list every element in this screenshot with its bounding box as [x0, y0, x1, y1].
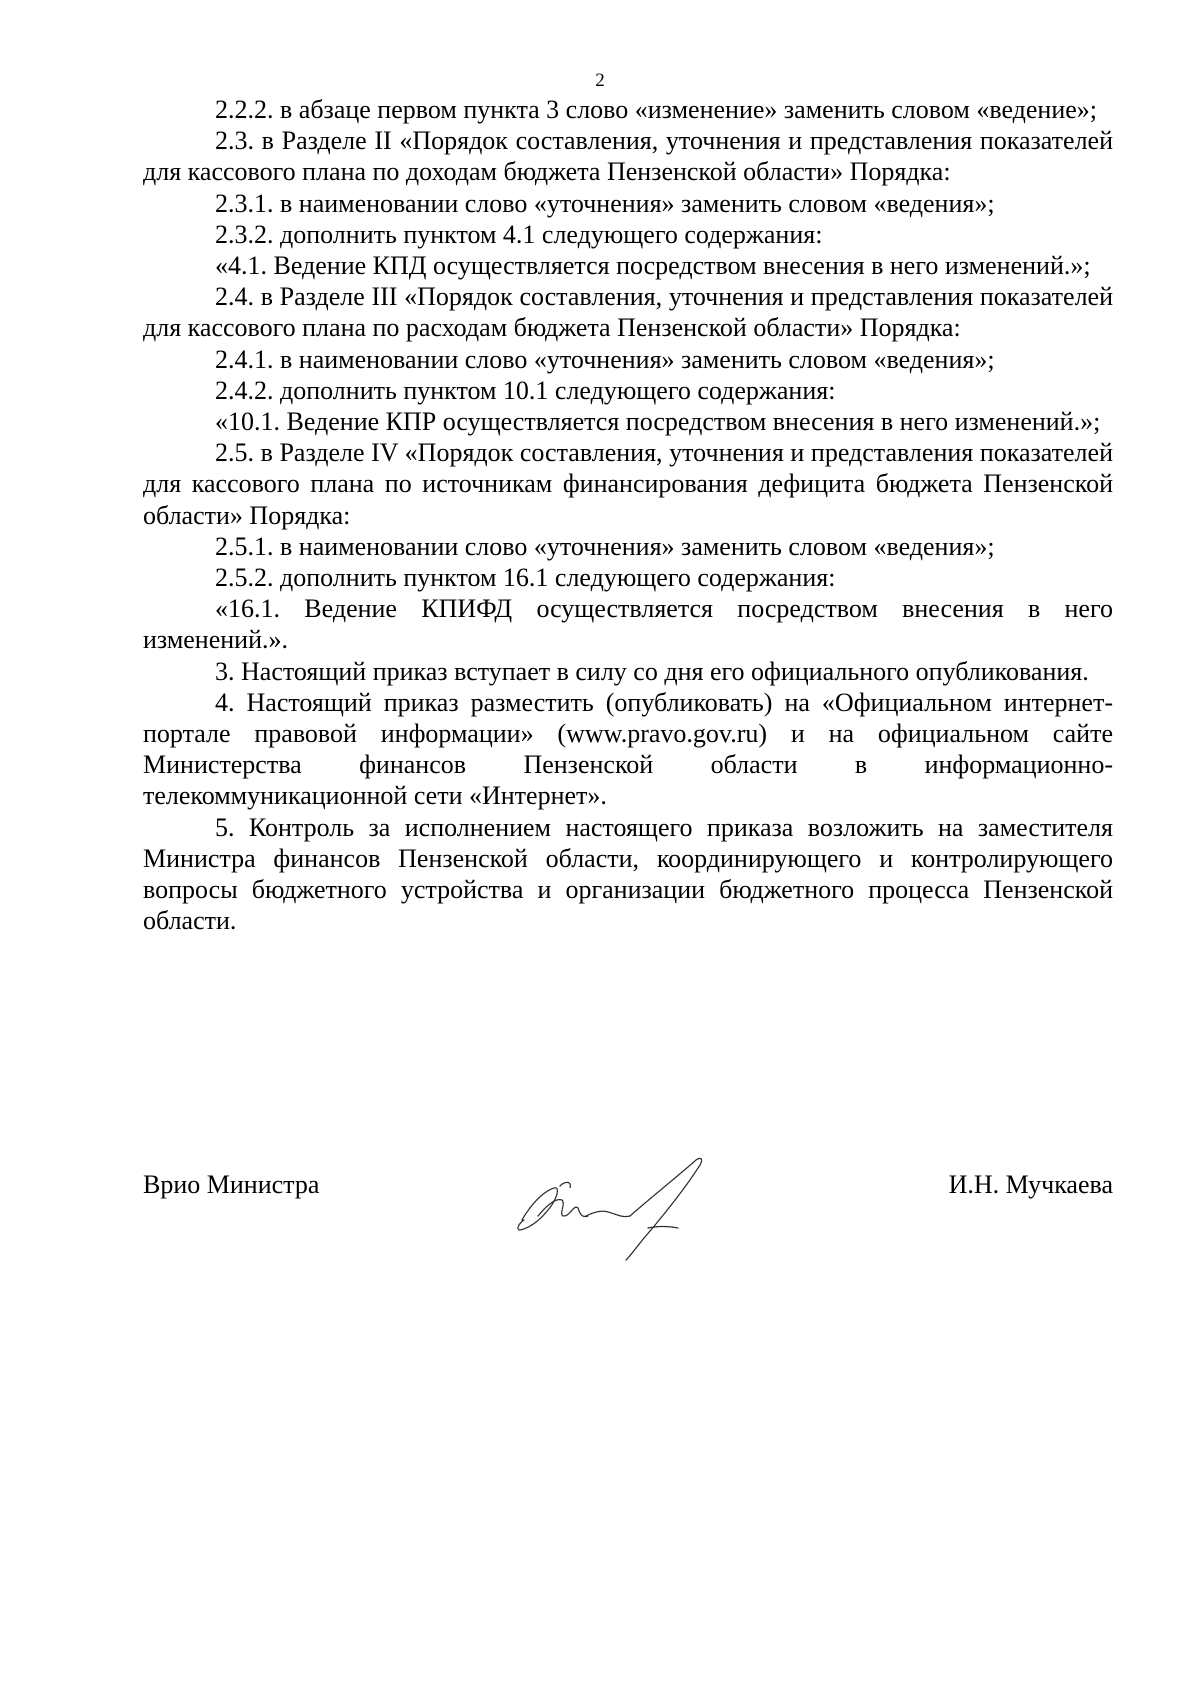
paragraph-2-4: 2.4. в Разделе III «Порядок составления, уточнения и представления показателей для кассового плана по расходам бюджета Пензенской области» Порядка: [143, 282, 1113, 343]
paragraph-10-1-quote: «10.1. Ведение КПР осуществляется посредством внесения в него изменений.»; [215, 407, 1101, 437]
signatory-title: Врио Министра [143, 1170, 320, 1199]
paragraph-2-4-1: 2.4.1. в наименовании слово «уточнения» заменить словом «ведения»; [215, 344, 995, 374]
paragraph-5: 5. Контроль за исполнением настоящего приказа возложить на заместителя Министра финансов Пензенской области, координирующего и контролирующего вопросы бюджетного устройства и организации бюджетного процесса Пензенской области. [143, 812, 1113, 936]
page-number: 2 [595, 70, 605, 91]
paragraph-16-1-quote: «16.1. Ведение КПИФД осуществляется посредством внесения в него изменений.». [143, 594, 1113, 655]
paragraph-2-5-2: 2.5.2. дополнить пунктом 16.1 следующего содержания: [215, 563, 836, 593]
paragraph-2-3-1: 2.3.1. в наименовании слово «уточнения» заменить словом «ведения»; [215, 188, 995, 218]
paragraph-3: 3. Настоящий приказ вступает в силу со дня его официального опубликования. [215, 656, 1089, 686]
document-body [143, 94, 1113, 936]
paragraph-2-4-2: 2.4.2. дополнить пунктом 10.1 следующего содержания: [215, 375, 836, 405]
handwritten-signature [508, 1146, 748, 1266]
paragraph-2-5-1: 2.5.1. в наименовании слово «уточнения» заменить словом «ведения»; [215, 531, 995, 561]
signatory-name: И.Н. Мучкаева [948, 1170, 1113, 1199]
paragraph-2-5: 2.5. в Разделе IV «Порядок составления, уточнения и представления показателей для кассового плана по источникам финансирования дефицита бюджета Пензенской области» Порядка: [143, 438, 1113, 530]
paragraph-4: 4. Настоящий приказ разместить (опубликовать) на «Официальном интернет-портале правовой информации» (www.pravo.gov.ru) и на официальном сайте Министерства финансов Пензенской области в информационно-телекоммуникационной сети «Интернет». [143, 687, 1113, 811]
paragraph-2-3-2: 2.3.2. дополнить пунктом 4.1 следующего содержания: [215, 219, 823, 249]
paragraph-2-2-2: 2.2.2. в абзаце первом пункта 3 слово «изменение» заменить словом «ведение»; [215, 95, 1098, 124]
paragraph-2-3: 2.3. в Разделе II «Порядок составления, уточнения и представления показателей для кассового плана по доходам бюджета Пензенской области» Порядка: [143, 126, 1113, 187]
paragraph-4-1-quote: «4.1. Ведение КПД осуществляется посредством внесения в него изменений.»; [215, 251, 1091, 281]
